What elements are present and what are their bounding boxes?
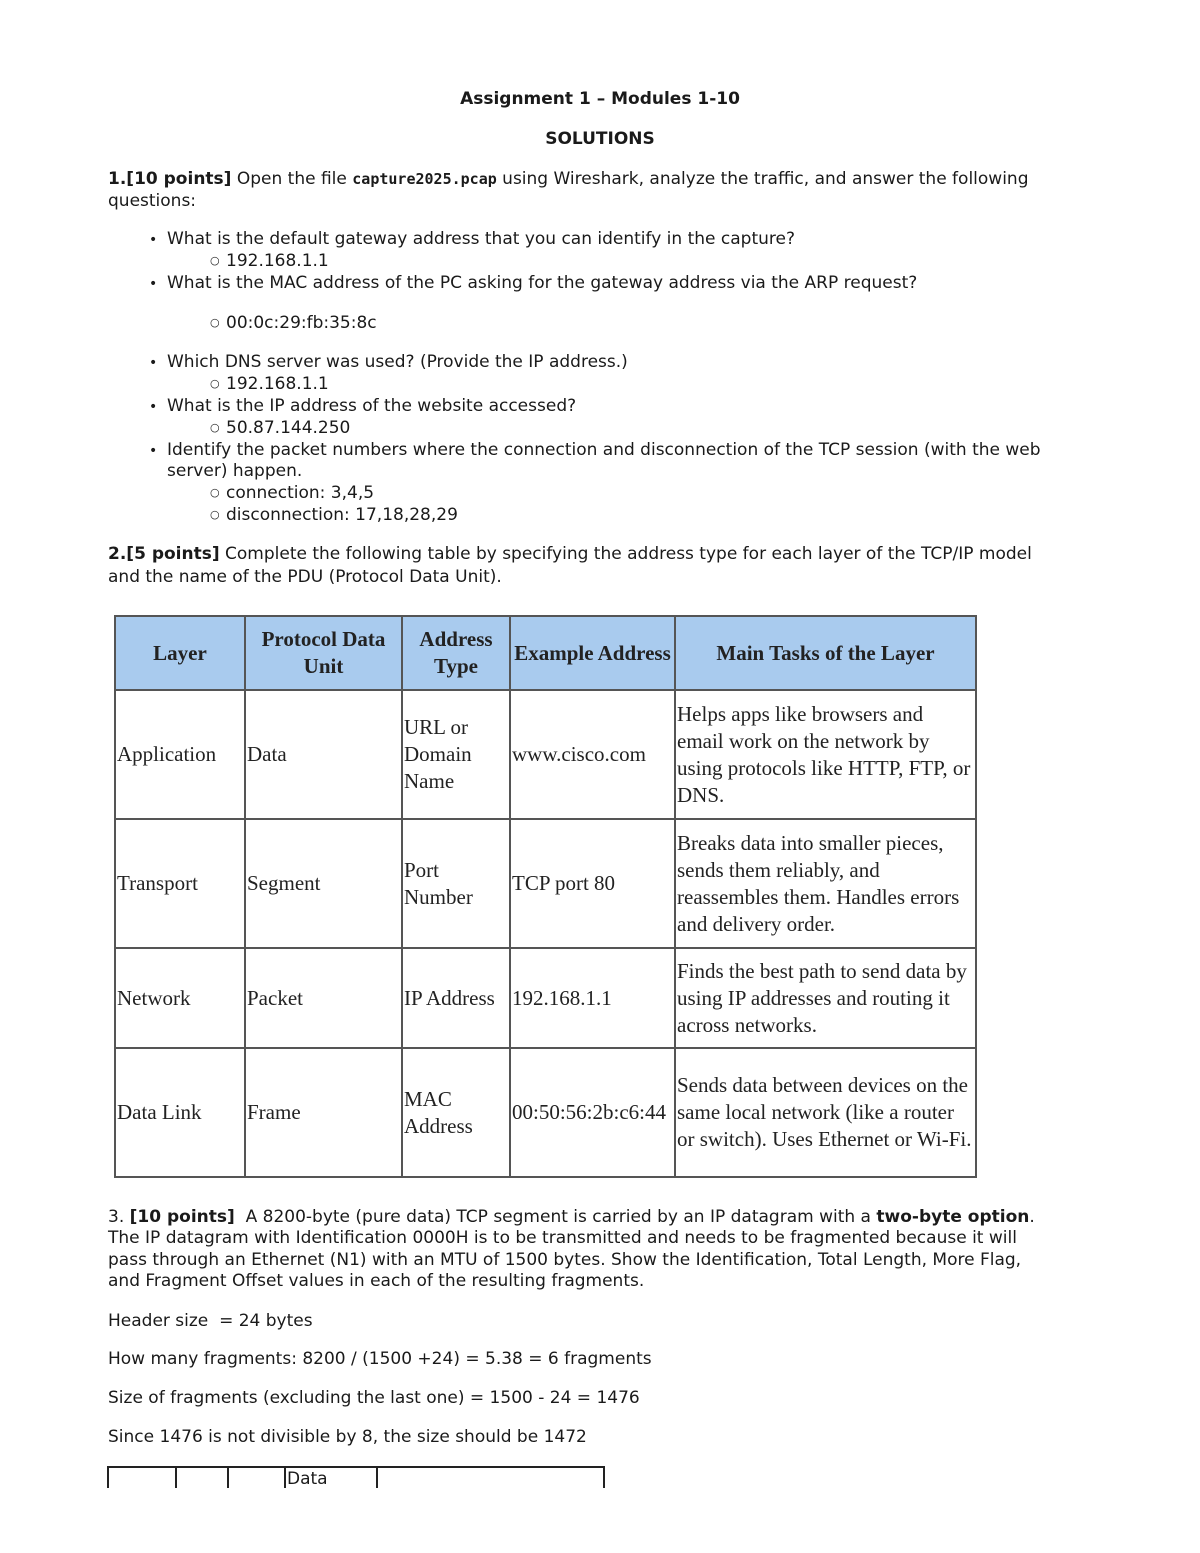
cell-example-address: 192.168.1.1 xyxy=(510,948,675,1048)
q2-line2: and the name of the PDU (Protocol Data Unit). xyxy=(108,567,502,587)
cell-layer: Data Link xyxy=(115,1048,245,1177)
q1-item-5-question-cont: server) happen. xyxy=(167,461,303,481)
header-main-tasks: Main Tasks of the Layer xyxy=(675,616,976,690)
q3-line3: pass through an Ethernet (N1) with an MTU of 1500 bytes. Show the Identification, Total Length, More Flag, xyxy=(108,1250,1022,1270)
q1-item-1-question: • What is the default gateway address that you can identify in the capture? xyxy=(167,228,795,251)
cell-address-type: URL or Domain Name xyxy=(402,690,510,819)
page-subtitle: SOLUTIONS xyxy=(545,129,655,149)
header-pdu: Protocol Data Unit xyxy=(245,616,402,690)
q2-text-a: Complete the following table by specifying the address type for each layer of the TCP/IP model xyxy=(225,544,1032,564)
q2-line1 xyxy=(108,543,1032,565)
q3-points: [10 points] xyxy=(129,1207,235,1227)
cell-main-tasks: Breaks data into smaller pieces, sends them reliably, and reassembles them. Handles errors and delivery order. xyxy=(675,819,976,948)
table-row xyxy=(115,819,976,948)
cell-example-address: 00:50:56:2b:c6:44 xyxy=(510,1048,675,1177)
q1-item-3-answer: ○ 192.168.1.1 xyxy=(226,373,329,395)
q1-text-b: using Wireshark, analyze the traffic, and answer the following xyxy=(502,169,1029,189)
cell-example-address: TCP port 80 xyxy=(510,819,675,948)
q2-number: 2. xyxy=(108,544,127,564)
header-example-address: Example Address xyxy=(510,616,675,690)
cell-layer: Transport xyxy=(115,819,245,948)
q3-line4: and Fragment Offset values in each of the resulting fragments. xyxy=(108,1271,645,1291)
fragment-table-partial xyxy=(107,1466,605,1488)
q3-line2: The IP datagram with Identification 0000H is to be transmitted and needs to be fragmented because it will xyxy=(108,1228,1017,1248)
q1-item-5-question: • Identify the packet numbers where the connection and disconnection of the TCP session (with the web xyxy=(167,439,1041,462)
table-row xyxy=(115,948,976,1048)
table-divider xyxy=(227,1468,229,1488)
cell-example-address: www.cisco.com xyxy=(510,690,675,819)
q1-item-2-question: • What is the MAC address of the PC asking for the gateway address via the ARP request? xyxy=(167,272,917,295)
q1-item-4-question: • What is the IP address of the website accessed? xyxy=(167,395,576,418)
header-address-type: Address Type xyxy=(402,616,510,690)
table-row xyxy=(115,690,976,819)
q1-line2: questions: xyxy=(108,191,197,211)
page-title: Assignment 1 – Modules 1-10 xyxy=(460,89,740,109)
q3-number: 3. xyxy=(108,1207,125,1227)
q3-bold-option: two-byte option xyxy=(876,1207,1030,1227)
q1-item-4-answer: ○ 50.87.144.250 xyxy=(226,417,350,439)
q1-item-3-question: • Which DNS server was used? (Provide the IP address.) xyxy=(167,351,628,374)
q3-fragment-size: Size of fragments (excluding the last one) = 1500 - 24 = 1476 xyxy=(108,1388,640,1408)
table-row xyxy=(115,1048,976,1177)
q2-points: [5 points] xyxy=(126,544,220,564)
q3-period: . xyxy=(1029,1207,1035,1227)
cell-main-tasks: Sends data between devices on the same local network (like a router or switch). Uses Ethernet or Wi-Fi. xyxy=(675,1048,976,1177)
q3-line1 xyxy=(108,1206,1035,1228)
q1-item-2-answer: ○ 00:0c:29:fb:35:8c xyxy=(226,312,377,334)
cell-pdu: Packet xyxy=(245,948,402,1048)
cell-main-tasks: Finds the best path to send data by using IP addresses and routing it across networks. xyxy=(675,948,976,1048)
q1-points: [10 points] xyxy=(126,169,232,189)
table-header-row xyxy=(115,616,976,690)
q1-item-1-answer: ○ 192.168.1.1 xyxy=(226,250,329,272)
fragment-table-header-data: Data xyxy=(287,1469,328,1489)
q1-filename: capture2025.pcap xyxy=(352,170,497,188)
q3-divisible-note: Since 1476 is not divisible by 8, the size should be 1472 xyxy=(108,1427,587,1447)
q3-text-a: A 8200-byte (pure data) TCP segment is carried by an IP datagram with a xyxy=(245,1207,871,1227)
tcpip-layer-table xyxy=(114,615,977,1178)
table-divider xyxy=(175,1468,177,1488)
cell-main-tasks: Helps apps like browsers and email work on the network by using protocols like HTTP, FTP, or DNS. xyxy=(675,690,976,819)
q1-item-5-answer-connection: ○ connection: 3,4,5 xyxy=(226,482,374,504)
table-divider xyxy=(376,1468,378,1488)
table-divider xyxy=(284,1468,286,1488)
q3-how-many-fragments: How many fragments: 8200 / (1500 +24) = 5.38 = 6 fragments xyxy=(108,1349,652,1369)
q1-text-a: Open the file xyxy=(236,169,347,189)
cell-address-type: MAC Address xyxy=(402,1048,510,1177)
cell-pdu: Segment xyxy=(245,819,402,948)
cell-layer: Application xyxy=(115,690,245,819)
cell-layer: Network xyxy=(115,948,245,1048)
q1-line1 xyxy=(108,168,1028,190)
q3-header-size: Header size = 24 bytes xyxy=(108,1311,313,1331)
cell-address-type: Port Number xyxy=(402,819,510,948)
cell-pdu: Frame xyxy=(245,1048,402,1177)
q1-number: 1. xyxy=(108,169,127,189)
header-layer: Layer xyxy=(115,616,245,690)
q1-item-5-answer-disconnection: ○ disconnection: 17,18,28,29 xyxy=(226,504,458,526)
cell-address-type: IP Address xyxy=(402,948,510,1048)
cell-pdu: Data xyxy=(245,690,402,819)
